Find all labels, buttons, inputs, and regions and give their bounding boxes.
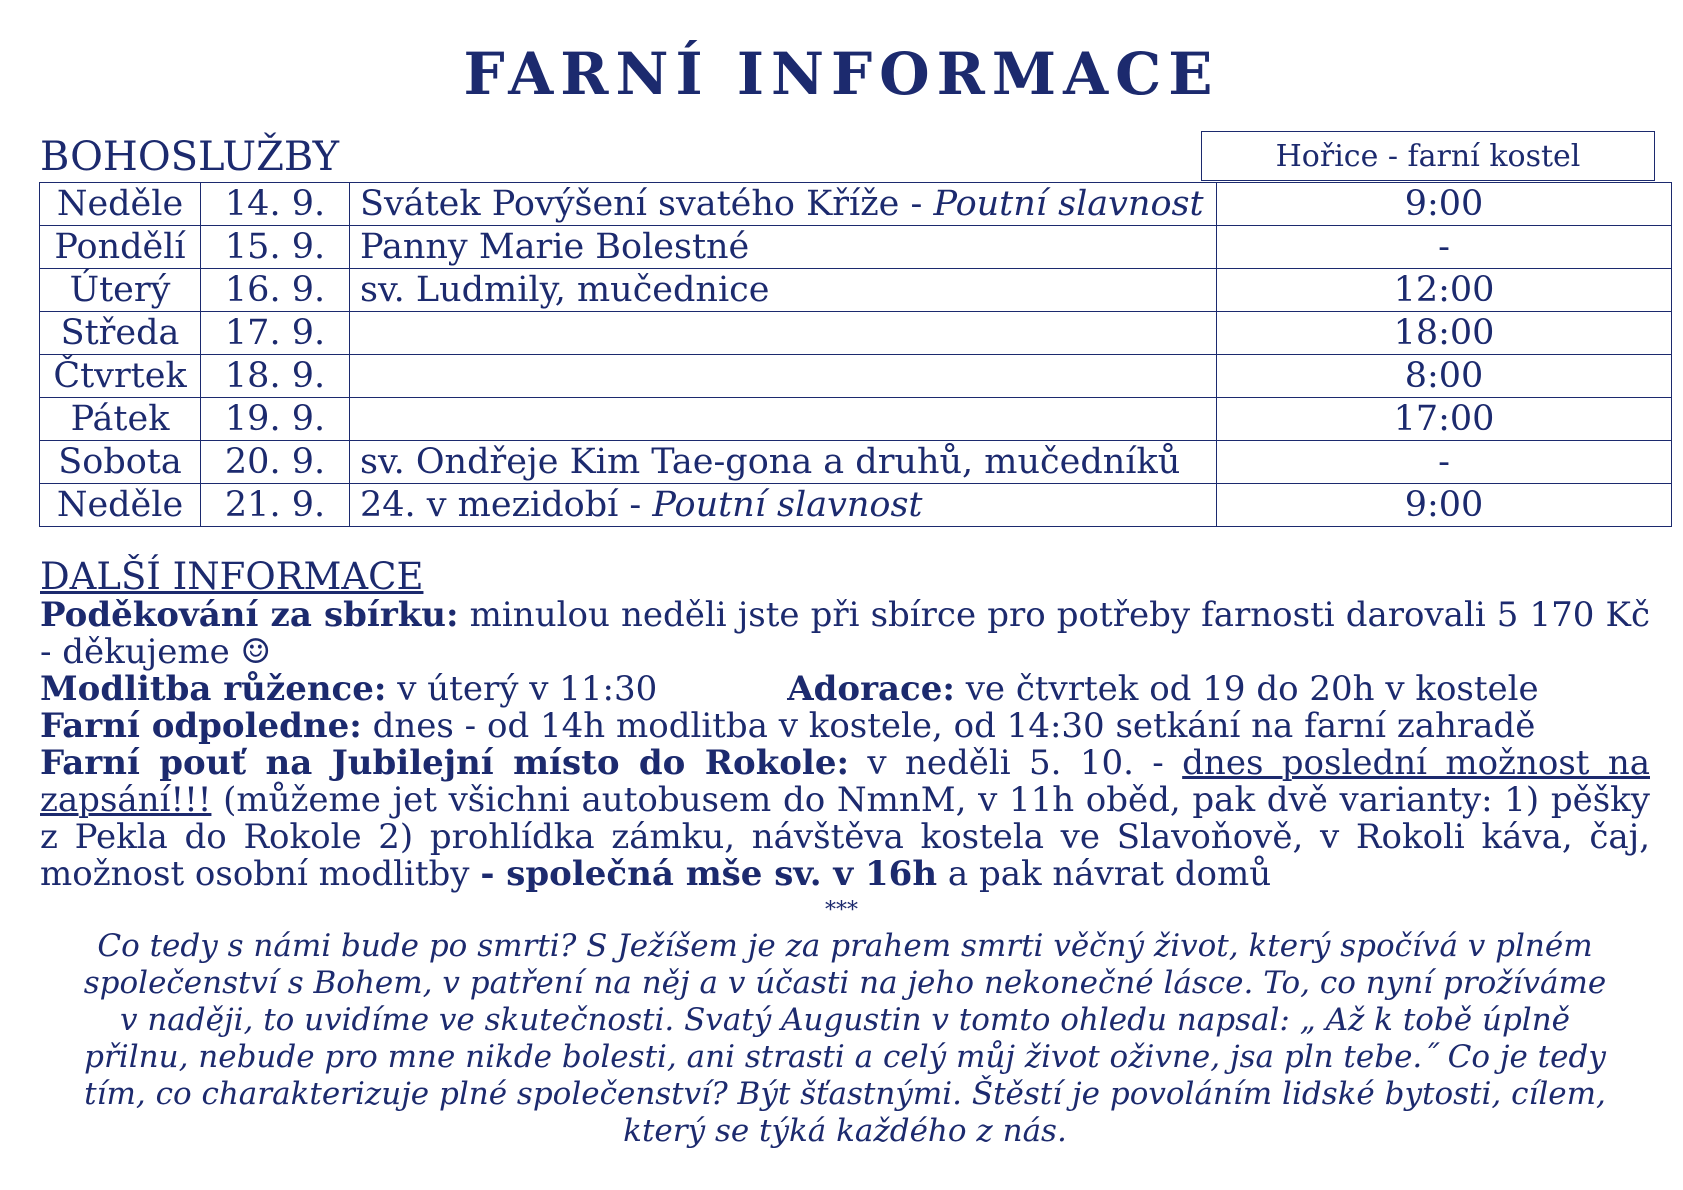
separator: ***: [825, 898, 858, 923]
service-time: 9:00: [1217, 183, 1672, 226]
service-desc-italic: Poutní slavnost: [933, 184, 1204, 224]
pilgrimage-detail: (můžeme jet všichni autobusem do NmnM, v 11h oběd, pak dvě varianty: 1) pěšky z Pekla do Rokole 2) prohlídka zámku, návštěva kostela ve Slavoňově, v Rokoli káva, čaj, možnost osobní modlitby: [40, 780, 1650, 894]
service-date: 20. 9.: [201, 441, 350, 484]
service-time: -: [1217, 441, 1672, 484]
rosary-label: Modlitba růžence:: [40, 669, 387, 709]
location-header: Hořice - farní kostel: [1201, 131, 1655, 181]
service-desc-text: Svátek Povýšení svatého Kříže: [360, 184, 900, 224]
thanks-label: Poděkování za sbírku:: [40, 595, 459, 635]
pilgrimage-text: v neděli 5. 10. -: [849, 743, 1183, 783]
rosary-adoration-line: [40, 671, 1650, 708]
service-date: 16. 9.: [201, 269, 350, 312]
service-desc-sep: -: [899, 184, 934, 224]
service-row: [40, 183, 1672, 226]
pilgrimage-deadline: dnes poslední možnost na zapsání!!!: [40, 743, 1650, 820]
service-row: [40, 312, 1672, 355]
service-time: 17:00: [1217, 398, 1672, 441]
service-desc-text: 24. v mezidobí: [360, 485, 619, 525]
service-day: Pondělí: [40, 226, 201, 269]
service-time: 9:00: [1217, 484, 1672, 527]
service-desc-text: Panny Marie Bolestné: [360, 227, 750, 267]
adoration-label: Adorace:: [787, 669, 955, 709]
service-day: Úterý: [40, 269, 201, 312]
service-date: 14. 9.: [201, 183, 350, 226]
afternoon-label: Farní odpoledne:: [40, 706, 362, 746]
service-time: 18:00: [1217, 312, 1672, 355]
service-date: 21. 9.: [201, 484, 350, 527]
service-day: Pátek: [40, 398, 201, 441]
pilgrimage-mass: - společná mše sv. v 16h: [480, 854, 938, 894]
service-desc-sep: -: [618, 485, 653, 525]
services-heading: BOHOSLUŽBY: [40, 134, 339, 180]
service-day: Čtvrtek: [40, 355, 201, 398]
service-description: [350, 441, 1217, 484]
service-row: [40, 398, 1672, 441]
service-description: [350, 312, 1217, 355]
service-row: [40, 484, 1672, 527]
service-desc-text: sv. Ludmily, mučednice: [360, 270, 770, 310]
info-section: [40, 555, 1650, 894]
service-description: [350, 269, 1217, 312]
afternoon-line: [40, 708, 1650, 745]
service-date: 17. 9.: [201, 312, 350, 355]
rosary-text: v úterý v 11:30: [386, 669, 658, 709]
service-description: [350, 355, 1217, 398]
afternoon-text: dnes - od 14h modlitba v kostele, od 14:30 setkání na farní zahradě: [361, 706, 1536, 746]
service-day: Sobota: [40, 441, 201, 484]
pilgrimage-end: a pak návrat domů: [937, 854, 1272, 894]
thanks-text: minulou neděli jste při sbírce pro potřeby farnosti darovali 5 170 Kč - děkujeme ☺: [40, 595, 1650, 672]
service-description: [350, 226, 1217, 269]
services-table: [39, 182, 1672, 527]
service-time: 12:00: [1217, 269, 1672, 312]
service-row: [40, 355, 1672, 398]
service-desc-italic: Poutní slavnost: [652, 485, 923, 525]
page-title: FARNÍ INFORMACE: [463, 40, 1220, 108]
service-day: Neděle: [40, 183, 201, 226]
service-time: 8:00: [1217, 355, 1672, 398]
service-day: Neděle: [40, 484, 201, 527]
service-description: [350, 398, 1217, 441]
quote-text: Co tedy s námi bude po smrti? S Ježíšem je za prahem smrti věčný život, který spočívá v plném společenství s Bohem, v patření na něj a v účasti na jeho nekonečné lásce. To, co nyní prožíváme v naději, to uvidíme ve skutečnosti. Svatý Augustin v tomto ohledu napsal: „ Až k tobě úplně přilnu, nebude pro mne nikde bolesti, ani strasti a celý můj život oživne, jsa pln tebe.˝ Co je tedy tím, co charakterizuje plné společenství? Být šťastnými. Štěstí je povoláním lidské bytosti, cílem, který se týká každého z nás.: [83, 928, 1607, 1149]
pilgrimage-paragraph: [40, 745, 1650, 893]
service-day: Středa: [40, 312, 201, 355]
service-time: -: [1217, 226, 1672, 269]
service-date: 18. 9.: [201, 355, 350, 398]
service-row: [40, 226, 1672, 269]
service-description: [350, 484, 1217, 527]
pilgrimage-label: Farní pouť na Jubilejní místo do Rokole:: [40, 743, 850, 783]
service-date: 15. 9.: [201, 226, 350, 269]
service-row: [40, 269, 1672, 312]
info-heading: DALŠÍ INFORMACE: [40, 555, 424, 598]
service-desc-text: sv. Ondřeje Kim Tae-gona a druhů, mučedníků: [360, 442, 1181, 482]
service-description: [350, 183, 1217, 226]
adoration-text: ve čtvrtek od 19 do 20h v kostele: [954, 669, 1539, 709]
service-row: [40, 441, 1672, 484]
service-date: 19. 9.: [201, 398, 350, 441]
thanks-paragraph: [40, 597, 1650, 671]
